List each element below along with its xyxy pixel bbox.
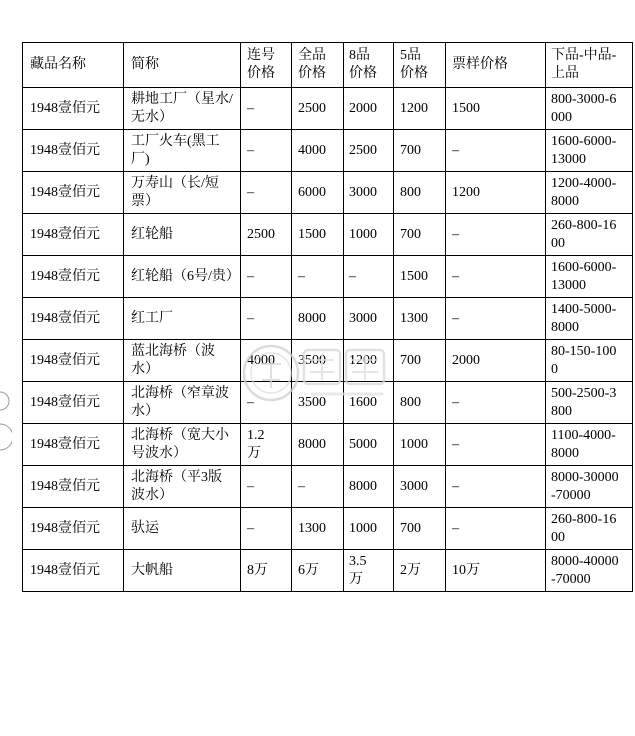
cell-specimen-price: –: [446, 382, 546, 424]
cell-grade-5-price: 700: [394, 214, 446, 256]
cell-grade-5-price: 700: [394, 508, 446, 550]
cell-grade-8-price: 5000: [344, 424, 394, 466]
cell-grade-range-price: 500-2500-3800: [546, 382, 633, 424]
table-row: [23, 298, 633, 340]
cell-grade-range-price: 1200-4000-8000: [546, 172, 633, 214]
cell-grade-8-price: 3.5万: [344, 550, 394, 592]
cell-specimen-price: –: [446, 214, 546, 256]
cell-collection-name: 1948壹佰元: [23, 508, 124, 550]
edge-partial-circles: [0, 388, 12, 454]
cell-grade-5-price: 800: [394, 382, 446, 424]
cell-grade-5-price: 1300: [394, 298, 446, 340]
table-row: [23, 550, 633, 592]
cell-short-name: 大帆船: [124, 550, 241, 592]
header-serial-price: 连号价格: [241, 43, 292, 88]
cell-collection-name: 1948壹佰元: [23, 466, 124, 508]
cell-full-grade-price: 2500: [292, 88, 344, 130]
cell-serial-price: 2500: [241, 214, 292, 256]
cell-grade-8-price: 2500: [344, 130, 394, 172]
cell-short-name: 红轮船（6号/贵）: [124, 256, 241, 298]
table-row: [23, 256, 633, 298]
cell-short-name: 耕地工厂（星水/无水）: [124, 88, 241, 130]
cell-specimen-price: –: [446, 424, 546, 466]
cell-full-grade-price: 1500: [292, 214, 344, 256]
cell-specimen-price: 1500: [446, 88, 546, 130]
cell-grade-8-price: 3000: [344, 298, 394, 340]
table-row: [23, 130, 633, 172]
cell-serial-price: 8万: [241, 550, 292, 592]
header-collection-name: 藏品名称: [23, 43, 124, 88]
cell-grade-range-price: 800-3000-6000: [546, 88, 633, 130]
table-row: [23, 88, 633, 130]
cell-grade-8-price: 1200: [344, 340, 394, 382]
table-row: [23, 382, 633, 424]
cell-full-grade-price: 6万: [292, 550, 344, 592]
header-short-name: 简称: [124, 43, 241, 88]
cell-grade-5-price: 700: [394, 130, 446, 172]
cell-grade-8-price: –: [344, 256, 394, 298]
cell-full-grade-price: 8000: [292, 424, 344, 466]
cell-grade-8-price: 8000: [344, 466, 394, 508]
cell-grade-range-price: 1600-6000-13000: [546, 130, 633, 172]
cell-collection-name: 1948壹佰元: [23, 88, 124, 130]
cell-full-grade-price: 3500: [292, 382, 344, 424]
cell-specimen-price: –: [446, 508, 546, 550]
table-row: [23, 172, 633, 214]
cell-serial-price: 1.2万: [241, 424, 292, 466]
cell-serial-price: –: [241, 298, 292, 340]
header-grade-range-price: 下品-中品-上品: [546, 43, 633, 88]
cell-grade-5-price: 3000: [394, 466, 446, 508]
cell-specimen-price: 1200: [446, 172, 546, 214]
cell-collection-name: 1948壹佰元: [23, 340, 124, 382]
cell-serial-price: –: [241, 130, 292, 172]
table-row: [23, 340, 633, 382]
cell-serial-price: –: [241, 508, 292, 550]
cell-grade-8-price: 1000: [344, 214, 394, 256]
table-row: [23, 466, 633, 508]
cell-specimen-price: 10万: [446, 550, 546, 592]
cell-specimen-price: –: [446, 466, 546, 508]
header-row: [23, 43, 633, 88]
cell-collection-name: 1948壹佰元: [23, 256, 124, 298]
cell-specimen-price: –: [446, 256, 546, 298]
cell-short-name: 工厂火车(黑工厂): [124, 130, 241, 172]
cell-grade-5-price: 1500: [394, 256, 446, 298]
cell-collection-name: 1948壹佰元: [23, 130, 124, 172]
cell-full-grade-price: 4000: [292, 130, 344, 172]
cell-short-name: 北海桥（平3版波水）: [124, 466, 241, 508]
cell-grade-5-price: 1200: [394, 88, 446, 130]
cell-collection-name: 1948壹佰元: [23, 382, 124, 424]
cell-short-name: 红轮船: [124, 214, 241, 256]
header-grade-8-price: 8品价格: [344, 43, 394, 88]
table-row: [23, 424, 633, 466]
cell-grade-range-price: 1100-4000-8000: [546, 424, 633, 466]
table-row: [23, 508, 633, 550]
cell-collection-name: 1948壹佰元: [23, 424, 124, 466]
cell-grade-8-price: 3000: [344, 172, 394, 214]
cell-serial-price: –: [241, 382, 292, 424]
cell-collection-name: 1948壹佰元: [23, 172, 124, 214]
cell-short-name: 万寿山（长/短票）: [124, 172, 241, 214]
cell-full-grade-price: 1300: [292, 508, 344, 550]
price-table: [22, 42, 633, 592]
cell-grade-range-price: 1600-6000-13000: [546, 256, 633, 298]
cell-short-name: 红工厂: [124, 298, 241, 340]
cell-full-grade-price: 8000: [292, 298, 344, 340]
cell-grade-range-price: 80-150-1000: [546, 340, 633, 382]
cell-specimen-price: –: [446, 298, 546, 340]
cell-serial-price: –: [241, 172, 292, 214]
cell-serial-price: –: [241, 256, 292, 298]
cell-grade-5-price: 1000: [394, 424, 446, 466]
header-grade-5-price: 5品价格: [394, 43, 446, 88]
cell-short-name: 北海桥（宽大小号波水）: [124, 424, 241, 466]
cell-collection-name: 1948壹佰元: [23, 214, 124, 256]
cell-grade-range-price: 260-800-1600: [546, 508, 633, 550]
cell-grade-8-price: 2000: [344, 88, 394, 130]
cell-collection-name: 1948壹佰元: [23, 550, 124, 592]
cell-grade-5-price: 800: [394, 172, 446, 214]
cell-grade-range-price: 260-800-1600: [546, 214, 633, 256]
cell-full-grade-price: –: [292, 466, 344, 508]
cell-specimen-price: 2000: [446, 340, 546, 382]
cell-full-grade-price: 6000: [292, 172, 344, 214]
header-specimen-price: 票样价格: [446, 43, 546, 88]
cell-short-name: 蓝北海桥（波水）: [124, 340, 241, 382]
cell-grade-range-price: 8000-40000-70000: [546, 550, 633, 592]
cell-grade-8-price: 1000: [344, 508, 394, 550]
cell-serial-price: –: [241, 88, 292, 130]
cell-serial-price: –: [241, 466, 292, 508]
cell-grade-range-price: 8000-30000-70000: [546, 466, 633, 508]
cell-short-name: 北海桥（窄章波水）: [124, 382, 241, 424]
cell-grade-8-price: 1600: [344, 382, 394, 424]
cell-grade-5-price: 700: [394, 340, 446, 382]
cell-collection-name: 1948壹佰元: [23, 298, 124, 340]
header-full-grade-price: 全品价格: [292, 43, 344, 88]
cell-serial-price: 4000: [241, 340, 292, 382]
cell-full-grade-price: –: [292, 256, 344, 298]
cell-grade-5-price: 2万: [394, 550, 446, 592]
table-row: [23, 214, 633, 256]
cell-grade-range-price: 1400-5000-8000: [546, 298, 633, 340]
cell-specimen-price: –: [446, 130, 546, 172]
cell-short-name: 驮运: [124, 508, 241, 550]
cell-full-grade-price: 3500: [292, 340, 344, 382]
